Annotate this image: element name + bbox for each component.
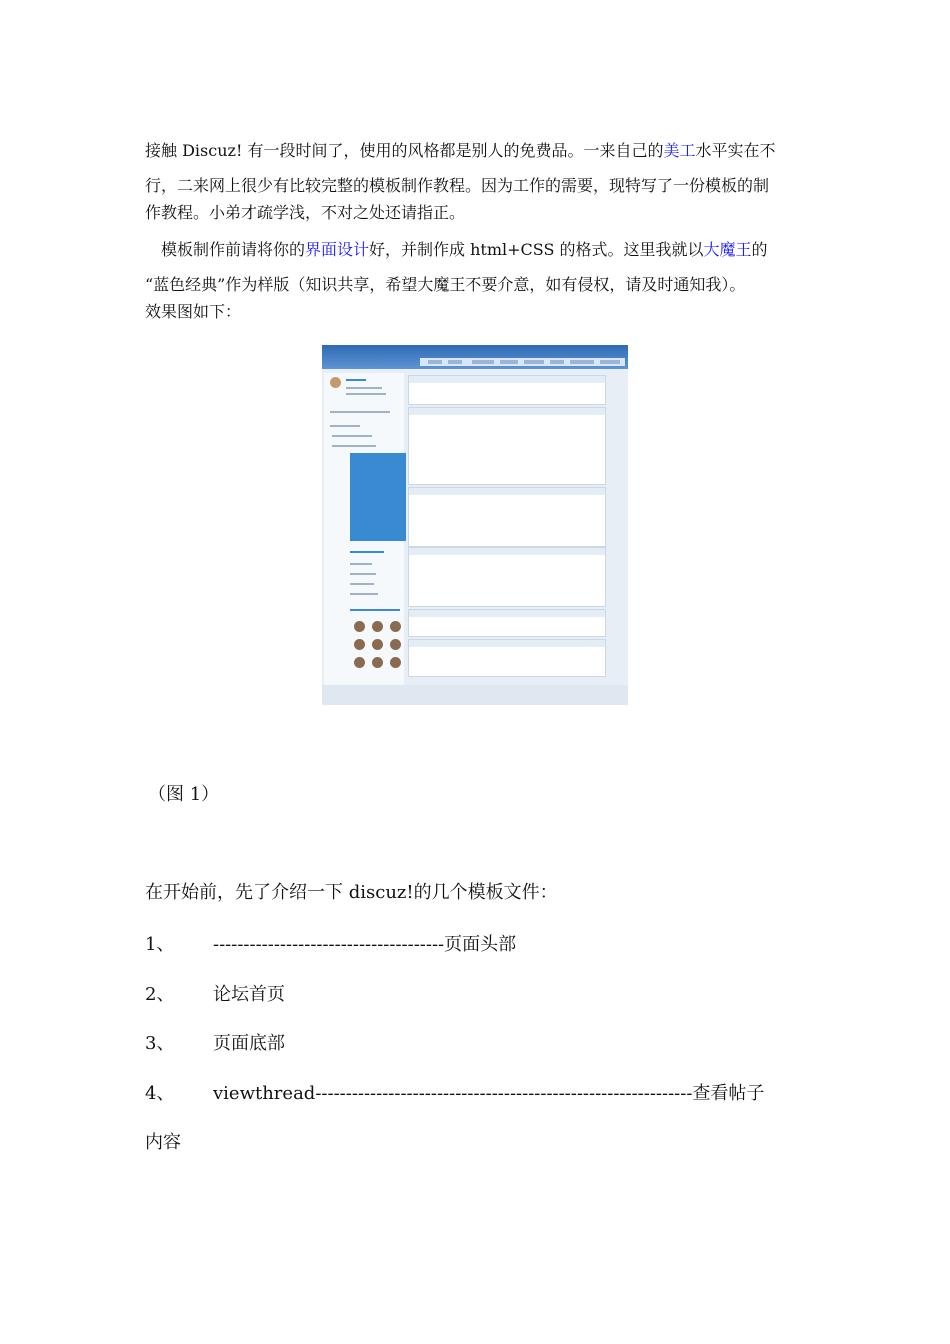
list-text: --------------------------------------页面头部	[213, 934, 517, 955]
forum-nav-image	[420, 358, 625, 366]
paragraph-1-line3: 作教程。小弟才疏学浅，不对之处还请指正。	[145, 203, 466, 222]
paragraph-1	[145, 137, 810, 226]
paragraph-2-middle: 好，并制作成 html+CSS 的格式。这里我就以	[369, 240, 704, 259]
list-item-continuation: 内容	[145, 1132, 181, 1153]
link-meigong[interactable]: 美工	[663, 141, 696, 160]
forum-blue-panel	[350, 453, 406, 541]
forum-footer-image	[322, 685, 628, 705]
link-damowang[interactable]: 大魔王	[703, 240, 752, 259]
list-item	[145, 1029, 285, 1055]
paragraph-2-line2: “蓝色经典”作为样版（知识共享，希望大魔王不要介意，如有侵权，请及时通知我）。	[145, 275, 746, 294]
list-number: 4、	[145, 1083, 175, 1104]
list-number: 1、	[145, 934, 175, 955]
forum-header-image	[322, 345, 628, 369]
list-text: 页面底部	[213, 1033, 285, 1054]
paragraph-1-after: 水平实在不	[695, 141, 776, 160]
paragraph-2	[145, 236, 810, 325]
paragraph-1-before: 接触 Discuz! 有一段时间了，使用的风格都是别人的免费品。一来自己的	[145, 141, 664, 160]
paragraph-1-line2: 行，二来网上很少有比较完整的模板制作教程。因为工作的需要，现特写了一份模板的制	[145, 176, 770, 195]
list-item	[145, 1079, 764, 1105]
paragraph-2-after: 的	[751, 240, 768, 259]
list-number: 3、	[145, 1033, 175, 1054]
figure-caption: （图 1）	[148, 784, 220, 805]
intro-text: 在开始前，先了介绍一下 discuz!的几个模板文件：	[145, 882, 558, 903]
list-text: 论坛首页	[213, 984, 285, 1005]
list-item	[145, 980, 285, 1006]
list-number: 2、	[145, 984, 175, 1005]
paragraph-2-line3: 效果图如下：	[145, 302, 242, 321]
list-item	[145, 930, 516, 956]
paragraph-2-before: 模板制作前请将你的	[161, 240, 306, 259]
list-text: viewthread--------------------------------------------------------------查看帖子	[213, 1083, 765, 1104]
link-interface-design[interactable]: 界面设计	[305, 240, 370, 259]
forum-screenshot-figure	[322, 345, 628, 705]
avatar	[330, 377, 341, 388]
